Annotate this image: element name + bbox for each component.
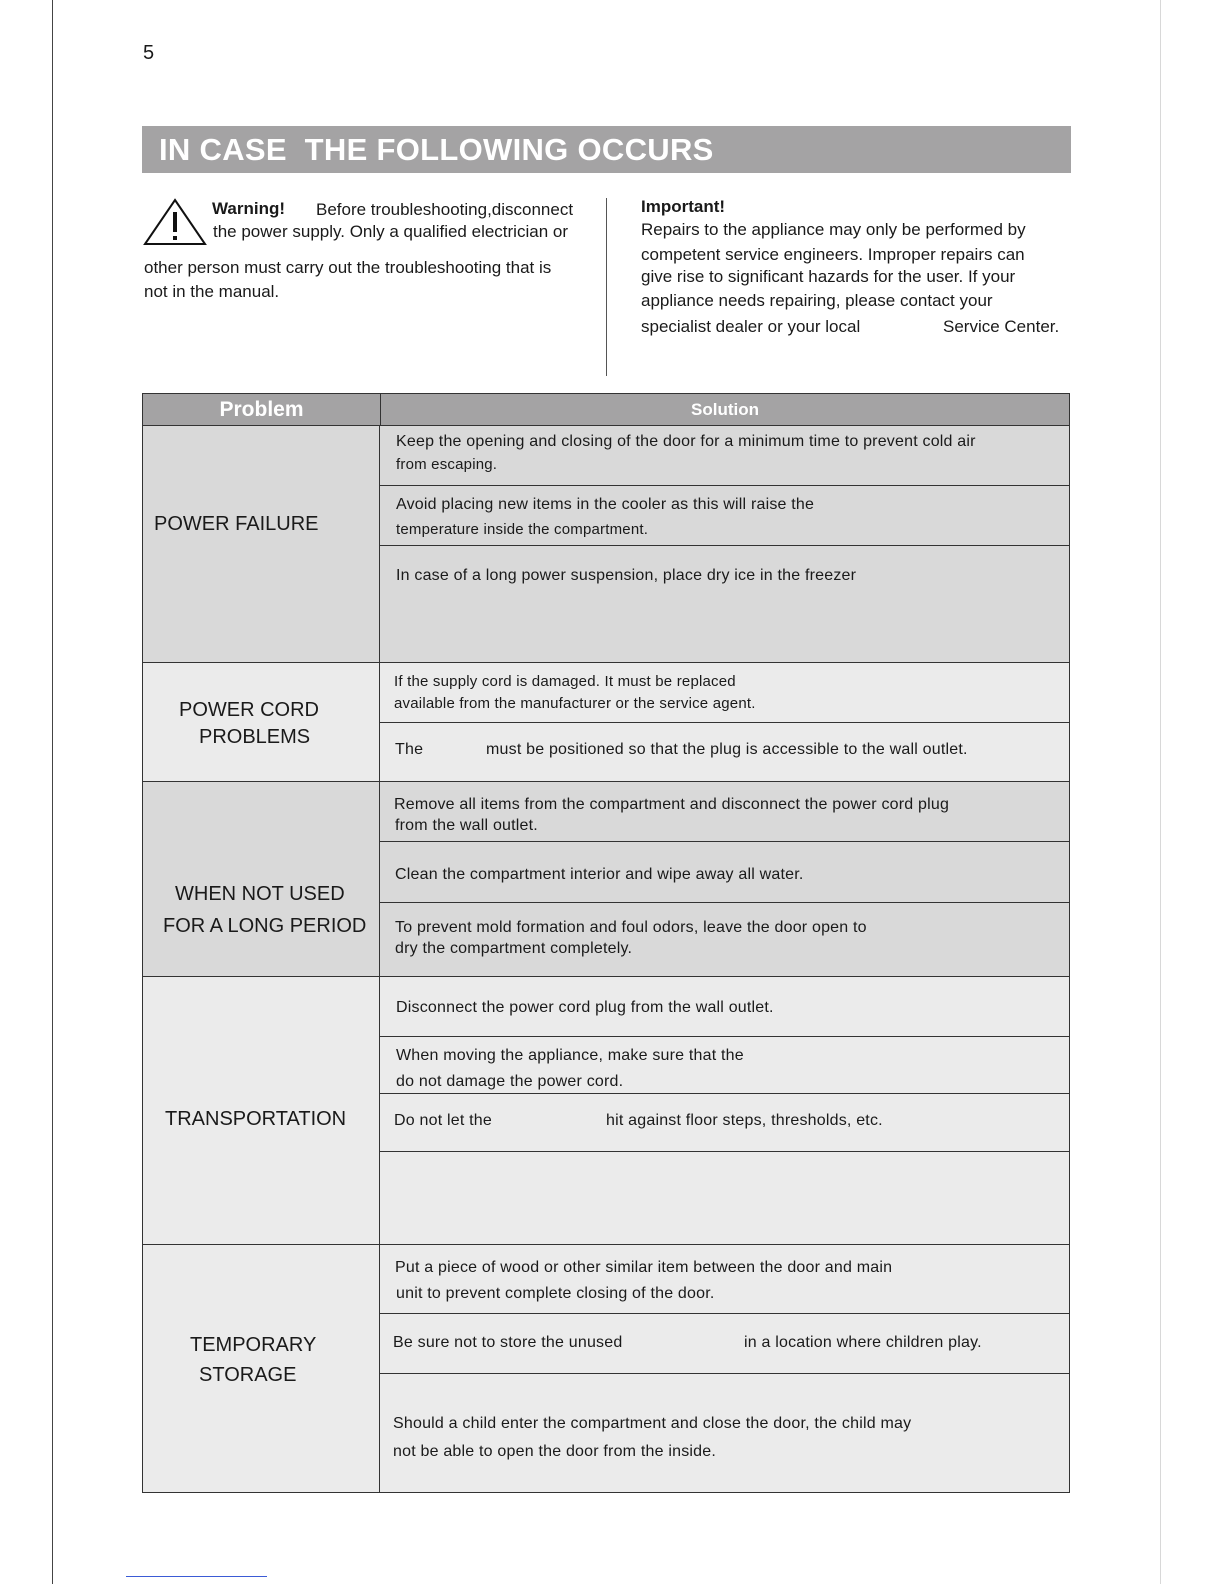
solution-column-header: Solution xyxy=(381,394,1069,425)
table-row-long-period xyxy=(143,781,1069,976)
troubleshooting-table xyxy=(142,393,1070,1493)
solution-text: Do not let the xyxy=(394,1112,492,1129)
solution-text: When moving the appliance, make sure that the xyxy=(396,1047,744,1064)
important-line: Repairs to the appliance may only be performed by xyxy=(641,220,1026,239)
solution-text: not be able to open the door from the inside. xyxy=(393,1443,716,1460)
important-line: specialist dealer or your local xyxy=(641,317,861,336)
problem-cell xyxy=(143,663,380,781)
left-margin-rule xyxy=(52,0,53,1584)
problem-cell xyxy=(143,426,380,662)
solution-cell xyxy=(380,903,1069,976)
table-row-power-cord xyxy=(143,662,1069,781)
important-line: competent service engineers. Improper repairs can xyxy=(641,245,1025,264)
solution-text: Be sure not to store the unused xyxy=(393,1334,623,1351)
solution-text: from escaping. xyxy=(396,456,498,473)
solution-text: Should a child enter the compartment and close the door, the child may xyxy=(393,1415,912,1432)
warning-label: Warning! xyxy=(212,199,286,218)
important-line: Service Center. xyxy=(943,317,1060,336)
warning-triangle-icon xyxy=(143,198,207,246)
problem-text: TRANSPORTATION xyxy=(165,1108,347,1130)
solution-text: from the wall outlet. xyxy=(395,817,538,834)
problem-cell xyxy=(143,782,380,976)
solution-text: Disconnect the power cord plug from the wall outlet. xyxy=(396,999,774,1016)
solution-text: in a location where children play. xyxy=(744,1334,982,1351)
solution-cell xyxy=(380,546,1069,662)
important-line: give rise to significant hazards for the user. If your xyxy=(641,267,1016,286)
solution-cell xyxy=(380,1245,1069,1314)
solution-text: Put a piece of wood or other similar item between the door and main xyxy=(395,1259,893,1276)
page-number: 5 xyxy=(143,42,155,64)
warning-line: other person must carry out the troubleshooting that is xyxy=(144,258,552,277)
solution-text: Remove all items from the compartment and disconnect the power cord plug xyxy=(394,796,950,813)
important-label: Important! xyxy=(641,197,726,216)
problem-text: STORAGE xyxy=(199,1364,297,1386)
solution-cell xyxy=(380,1374,1069,1492)
solution-cell xyxy=(380,663,1069,723)
section-banner xyxy=(142,126,1071,173)
problem-text: WHEN NOT USED xyxy=(175,883,345,905)
solution-cell xyxy=(380,1037,1069,1094)
problem-text: PROBLEMS xyxy=(199,726,311,748)
solution-text: must be positioned so that the plug is accessible to the wall outlet. xyxy=(486,741,968,758)
solution-cell xyxy=(380,723,1069,781)
solution-text: The xyxy=(395,741,424,758)
warning-line: the power supply. Only a qualified electrician or xyxy=(213,222,568,241)
solution-text: dry the compartment completely. xyxy=(395,940,633,957)
problem-text: FOR A LONG PERIOD xyxy=(163,915,367,937)
solution-cell xyxy=(380,842,1069,903)
solution-text: do not damage the power cord. xyxy=(396,1073,624,1090)
solution-text: Keep the opening and closing of the door for a minimum time to prevent cold air xyxy=(396,433,976,450)
problem-text: POWER FAILURE xyxy=(154,513,319,535)
solution-cell xyxy=(380,486,1069,546)
problem-text: POWER CORD xyxy=(179,699,319,721)
bottom-edge-mark xyxy=(126,1576,267,1577)
important-line: appliance needs repairing, please contact your xyxy=(641,291,993,310)
solution-cell xyxy=(380,426,1069,486)
solution-text: If the supply cord is damaged. It must be replaced xyxy=(394,673,736,690)
problem-text: TEMPORARY xyxy=(190,1334,317,1356)
solution-text: unit to prevent complete closing of the door. xyxy=(396,1285,715,1302)
table-row-transportation xyxy=(143,976,1069,1244)
right-margin-rule xyxy=(1160,0,1161,1584)
problem-cell xyxy=(143,977,380,1244)
solution-text: hit against floor steps, thresholds, etc. xyxy=(606,1112,883,1129)
problem-column-header: Problem xyxy=(143,394,380,425)
solution-cell xyxy=(380,1094,1069,1152)
solution-cell xyxy=(380,1314,1069,1374)
solution-text: Clean the compartment interior and wipe away all water. xyxy=(395,866,804,883)
solution-text: In case of a long power suspension, place dry ice in the freezer xyxy=(396,567,857,584)
solution-cell-empty xyxy=(380,1152,1069,1244)
solution-cell xyxy=(380,977,1069,1037)
column-divider xyxy=(606,198,607,376)
table-row-temporary-storage xyxy=(143,1244,1069,1492)
section-title: IN CASE THE FOLLOWING OCCURS xyxy=(159,132,714,167)
solution-text: temperature inside the compartment. xyxy=(396,521,649,538)
solution-text: To prevent mold formation and foul odors, leave the door open to xyxy=(395,919,867,936)
table-row-power-failure xyxy=(143,425,1069,662)
solution-text: Avoid placing new items in the cooler as this will raise the xyxy=(396,496,815,513)
solution-cell xyxy=(380,782,1069,842)
warning-line: not in the manual. xyxy=(144,282,280,301)
warning-line: Before troubleshooting,disconnect xyxy=(316,200,574,219)
problem-cell xyxy=(143,1245,380,1492)
solution-text: available from the manufacturer or the service agent. xyxy=(394,695,756,712)
